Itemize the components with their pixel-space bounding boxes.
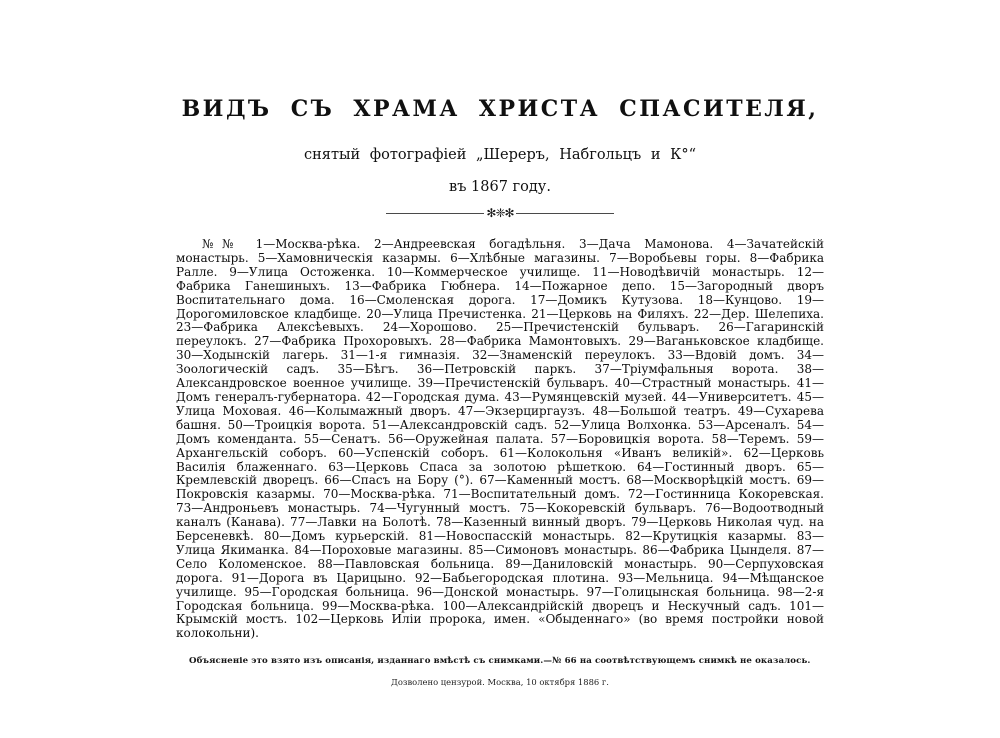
footnote: Объясненіе это взято изъ описанія, изданнаго вмѣстѣ съ снимками.—№ 66 на соотвѣтствующемъ снимкѣ не оказалось. <box>189 656 811 667</box>
legend-paragraph: №№ 1—Москва-рѣка. 2—Андреевская богадѣльня. 3—Дача Мамонова. 4—Зачатейскій монастырь. 5—Хамовническія казармы. 6—Хлѣбные магазины. 7—Воробьевы горы. 8—Фабрика Ралле. 9—Улица Остоженка. 10—Коммерческое училище. 11—Новодѣвичій монастырь. 12—Фабрика Ганешиныхъ. 13—Фабрика Гюбнера. 14—Пожарное депо. 15—Загородный дворъ Воспитательнаго дома. 16—Смоленская дорога. 17—Домикъ Кутузова. 18—Кунцово. 19—Дорогомиловское кладбище. 20—Улица Пречистенка. 21—Церковь на Филяхъ. 22—Дер. Шелепиха. 23—Фабрика Алексѣевыхъ. 24—Хорошово. 25—Пречистенскій бульваръ. 26—Гагаринскій переулокъ. 27—Фабрика Прохоровыхъ. 28—Фабрика Мамонтовыхъ. 29—Ваганьковское кладбище. 30—Ходынскій лагерь. 31—1-я гимназія. 32—Знаменскій переулокъ. 33—Вдовій домъ. 34—Зоологическій садъ. 35—Бѣгъ. 36—Петровскій паркъ. 37—Тріумфальныя ворота. 38—Александровское военное училище. 39—Пречистенскій бульваръ. 40—Страстный монастырь. 41—Домъ генералъ-губернатора. 42—Городская дума. 43—Румянцевскій музей. 44—Университетъ. 45—Улица Моховая. 46—Колымажный дворъ. 47—Экзерциргаузъ. 48—Большой театръ. 49—Сухарева башня. 50—Троицкія ворота. 51—Александровскій садъ. 52—Улица Волхонка. 53—Арсеналъ. 54—Домъ коменданта. 55—Сенатъ. 56—Оружейная палата. 57—Боровицкія ворота. 58—Теремъ. 59—Архангельскій соборъ. 60—Успенскій соборъ. 61—Колокольня «Иванъ великій». 62—Церковь Василія блаженнаго. 63—Церковь Спаса за золотою рѣшеткою. 64—Гостинный дворъ. 65—Кремлевскій дворецъ. 66—Спасъ на Бору (°). 67—Каменный мостъ. 68—Москворѣцкій мостъ. 69—Покровскія казармы. 70—Москва-рѣка. 71—Воспитательный домъ. 72—Гостинница Кокоревская. 73—Андроньевъ монастырь. 74—Чугунный мостъ. 75—Кокоревскій бульваръ. 76—Водоотводный каналъ (Канава). 77—Лавки на Болотѣ. 78—Казенный винный дворъ. 79—Церковь Николая чуд. на Берсеневкѣ. 80—Домъ курьерскій. 81—Новоспасскій монастырь. 82—Крутицкія казармы. 83—Улица Якиманка. 84—Пороховые магазины. 85—Симоновъ монастырь. 86—Фабрика Цынделя. 87—Село Коломенское. 88—Павловская больница. 89—Даниловскій монастырь. 90—Серпуховская дорога. 91—Дорога въ Царицыно. 92—Бабьегородская плотина. 93—Мельница. 94—Мѣщанское училище. 95—Городская больница. 96—Донской монастырь. 97—Голицынская больница. 98—2-я Городская больница. 99—Москва-рѣка. 100—Александрійскій дворецъ и Нескучный садъ. 101—Крымскій мостъ. 102—Церковь Иліи пророка, имен. «Обыденнаго» (во время постройки новой колокольни). <box>176 237 824 641</box>
censor-line: Дозволено цензурой. Москва, 10 октября 1886 г. <box>391 677 609 688</box>
page-year-line: въ 1867 году. <box>449 179 551 195</box>
page-subtitle: снятый фотографіей „Шереръ, Набгольцъ и К°“ <box>304 147 696 163</box>
page-title: ВИДЪ СЪ ХРАМА ХРИСТА СПАСИТЕЛЯ, <box>181 96 819 122</box>
divider-ornament-icon: ✻❈✻ <box>486 206 514 220</box>
section-divider <box>386 207 614 219</box>
divider-rule-right <box>516 213 614 214</box>
document-page <box>176 0 824 687</box>
divider-rule-left <box>386 213 484 214</box>
